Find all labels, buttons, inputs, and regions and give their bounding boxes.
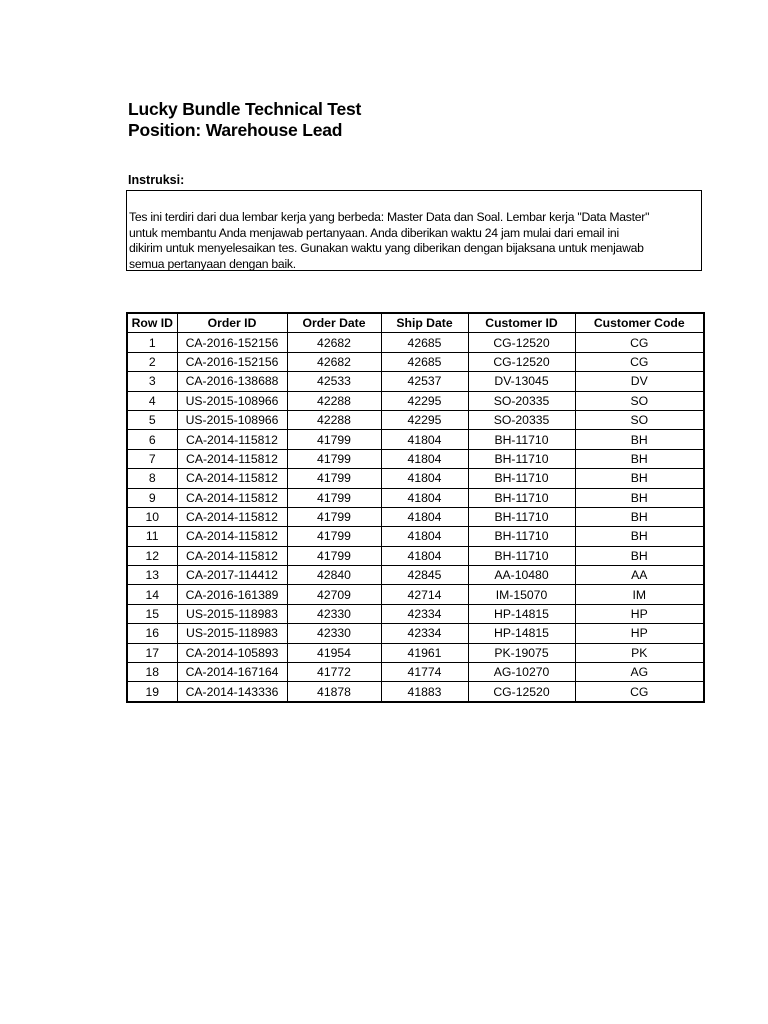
ship-date-cell: 42714 <box>381 585 468 604</box>
ship-date-cell: 42685 <box>381 352 468 371</box>
table-row <box>127 430 704 449</box>
order-id-cell: CA-2014-115812 <box>177 546 287 565</box>
table-row <box>127 682 704 702</box>
order-id-cell: CA-2016-161389 <box>177 585 287 604</box>
order-id-cell: US-2015-108966 <box>177 391 287 410</box>
customer-code-cell: CG <box>575 333 704 352</box>
order-date-cell: 41799 <box>287 527 381 546</box>
row-id-cell: 12 <box>127 546 177 565</box>
table-row <box>127 352 704 371</box>
table-row <box>127 585 704 604</box>
title-line-1: Lucky Bundle Technical Test <box>128 99 362 119</box>
customer-code-cell: AA <box>575 566 704 585</box>
customer-id-cell: SO-20335 <box>468 391 575 410</box>
instructions-line: untuk membantu Anda menjawab pertanyaan. Anda diberikan waktu 24 jam mulai dari email ini <box>129 225 619 240</box>
order-id-cell: CA-2014-115812 <box>177 430 287 449</box>
table-row <box>127 449 704 468</box>
instructions-line: semua pertanyaan dengan baik. <box>129 256 296 271</box>
customer-code-cell: BH <box>575 546 704 565</box>
customer-code-cell: CG <box>575 682 704 702</box>
row-id-cell: 5 <box>127 410 177 429</box>
table-row <box>127 488 704 507</box>
order-date-cell: 41799 <box>287 546 381 565</box>
order-date-cell: 41799 <box>287 469 381 488</box>
row-id-cell: 2 <box>127 352 177 371</box>
customer-code-cell: IM <box>575 585 704 604</box>
order-id-cell: CA-2014-115812 <box>177 527 287 546</box>
row-id-cell: 15 <box>127 604 177 623</box>
customer-id-cell: BH-11710 <box>468 488 575 507</box>
order-date-cell: 41954 <box>287 643 381 662</box>
order-date-cell: 42288 <box>287 410 381 429</box>
table-row <box>127 624 704 643</box>
ship-date-cell: 42295 <box>381 391 468 410</box>
row-id-cell: 3 <box>127 372 177 391</box>
ship-date-cell: 42845 <box>381 566 468 585</box>
table-row <box>127 410 704 429</box>
order-date-cell: 42682 <box>287 333 381 352</box>
ship-date-cell: 42334 <box>381 624 468 643</box>
customer-id-cell: CG-12520 <box>468 333 575 352</box>
ship-date-cell: 42537 <box>381 372 468 391</box>
ship-date-cell: 42685 <box>381 333 468 352</box>
order-date-cell: 42288 <box>287 391 381 410</box>
customer-id-cell: PK-19075 <box>468 643 575 662</box>
order-id-cell: CA-2016-152156 <box>177 333 287 352</box>
order-date-cell: 41799 <box>287 507 381 526</box>
order-date-cell: 41772 <box>287 663 381 682</box>
ship-date-cell: 41961 <box>381 643 468 662</box>
row-id-cell: 1 <box>127 333 177 352</box>
customer-id-cell: AG-10270 <box>468 663 575 682</box>
ship-date-cell: 42295 <box>381 410 468 429</box>
customer-code-cell: HP <box>575 624 704 643</box>
order-id-cell: CA-2014-167164 <box>177 663 287 682</box>
row-id-cell: 13 <box>127 566 177 585</box>
order-id-cell: CA-2014-115812 <box>177 449 287 468</box>
order-id-cell: US-2015-108966 <box>177 410 287 429</box>
customer-id-cell: SO-20335 <box>468 410 575 429</box>
instructions-line: Tes ini terdiri dari dua lembar kerja yang berbeda: Master Data dan Soal. Lembar kerja "Data Master" <box>129 210 650 224</box>
column-header-customer-id: Customer ID <box>468 313 575 333</box>
customer-id-cell: HP-14815 <box>468 624 575 643</box>
order-date-cell: 42840 <box>287 566 381 585</box>
ship-date-cell: 41804 <box>381 488 468 507</box>
order-date-cell: 41799 <box>287 430 381 449</box>
customer-code-cell: BH <box>575 527 704 546</box>
ship-date-cell: 41774 <box>381 663 468 682</box>
order-date-cell: 41799 <box>287 488 381 507</box>
customer-id-cell: BH-11710 <box>468 469 575 488</box>
order-date-cell: 42709 <box>287 585 381 604</box>
row-id-cell: 16 <box>127 624 177 643</box>
row-id-cell: 8 <box>127 469 177 488</box>
table-row <box>127 546 704 565</box>
row-id-cell: 10 <box>127 507 177 526</box>
customer-code-cell: DV <box>575 372 704 391</box>
customer-code-cell: SO <box>575 410 704 429</box>
table-row <box>127 566 704 585</box>
instructions-line: dikirim untuk menyelesaikan tes. Gunakan waktu yang diberikan dengan bijaksana untuk menjawab <box>129 241 644 255</box>
order-id-cell: US-2015-118983 <box>177 624 287 643</box>
customer-id-cell: CG-12520 <box>468 682 575 702</box>
order-id-cell: US-2015-118983 <box>177 604 287 623</box>
order-date-cell: 42330 <box>287 604 381 623</box>
table-row <box>127 604 704 623</box>
customer-code-cell: CG <box>575 352 704 371</box>
order-id-cell: CA-2017-114412 <box>177 566 287 585</box>
order-id-cell: CA-2014-115812 <box>177 507 287 526</box>
customer-id-cell: BH-11710 <box>468 449 575 468</box>
order-id-cell: CA-2014-105893 <box>177 643 287 662</box>
customer-code-cell: PK <box>575 643 704 662</box>
row-id-cell: 17 <box>127 643 177 662</box>
customer-id-cell: BH-11710 <box>468 430 575 449</box>
ship-date-cell: 41804 <box>381 527 468 546</box>
ship-date-cell: 41804 <box>381 469 468 488</box>
document-title <box>128 99 361 141</box>
row-id-cell: 7 <box>127 449 177 468</box>
row-id-cell: 19 <box>127 682 177 702</box>
row-id-cell: 14 <box>127 585 177 604</box>
order-date-cell: 41799 <box>287 449 381 468</box>
customer-code-cell: BH <box>575 469 704 488</box>
customer-id-cell: BH-11710 <box>468 527 575 546</box>
customer-id-cell: HP-14815 <box>468 604 575 623</box>
instructions-box <box>126 190 702 271</box>
column-header-order-id: Order ID <box>177 313 287 333</box>
table-row <box>127 372 704 391</box>
order-id-cell: CA-2014-143336 <box>177 682 287 702</box>
table-header-row <box>127 313 704 333</box>
table-row <box>127 391 704 410</box>
row-id-cell: 18 <box>127 663 177 682</box>
column-header-order-date: Order Date <box>287 313 381 333</box>
order-id-cell: CA-2014-115812 <box>177 488 287 507</box>
customer-code-cell: BH <box>575 449 704 468</box>
row-id-cell: 4 <box>127 391 177 410</box>
column-header-row-id: Row ID <box>127 313 177 333</box>
ship-date-cell: 41804 <box>381 430 468 449</box>
order-date-cell: 42533 <box>287 372 381 391</box>
table-row <box>127 507 704 526</box>
order-date-cell: 42330 <box>287 624 381 643</box>
table-row <box>127 469 704 488</box>
customer-id-cell: DV-13045 <box>468 372 575 391</box>
instructions-heading: Instruksi: <box>128 173 185 187</box>
order-date-cell: 42682 <box>287 352 381 371</box>
customer-code-cell: AG <box>575 663 704 682</box>
table-row <box>127 333 704 352</box>
column-header-ship-date: Ship Date <box>381 313 468 333</box>
customer-code-cell: BH <box>575 430 704 449</box>
customer-code-cell: HP <box>575 604 704 623</box>
ship-date-cell: 41804 <box>381 507 468 526</box>
table-body <box>127 333 704 702</box>
customer-code-cell: BH <box>575 507 704 526</box>
master-data-table <box>126 312 705 703</box>
ship-date-cell: 41804 <box>381 546 468 565</box>
customer-id-cell: AA-10480 <box>468 566 575 585</box>
customer-id-cell: CG-12520 <box>468 352 575 371</box>
ship-date-cell: 42334 <box>381 604 468 623</box>
customer-id-cell: BH-11710 <box>468 507 575 526</box>
order-date-cell: 41878 <box>287 682 381 702</box>
table-row <box>127 663 704 682</box>
row-id-cell: 6 <box>127 430 177 449</box>
customer-id-cell: BH-11710 <box>468 546 575 565</box>
ship-date-cell: 41804 <box>381 449 468 468</box>
customer-id-cell: IM-15070 <box>468 585 575 604</box>
customer-code-cell: SO <box>575 391 704 410</box>
ship-date-cell: 41883 <box>381 682 468 702</box>
order-id-cell: CA-2016-138688 <box>177 372 287 391</box>
table-row <box>127 643 704 662</box>
order-id-cell: CA-2014-115812 <box>177 469 287 488</box>
table-row <box>127 527 704 546</box>
customer-code-cell: BH <box>575 488 704 507</box>
row-id-cell: 11 <box>127 527 177 546</box>
title-line-2: Position: Warehouse Lead <box>128 120 343 140</box>
row-id-cell: 9 <box>127 488 177 507</box>
order-id-cell: CA-2016-152156 <box>177 352 287 371</box>
column-header-customer-code: Customer Code <box>575 313 704 333</box>
